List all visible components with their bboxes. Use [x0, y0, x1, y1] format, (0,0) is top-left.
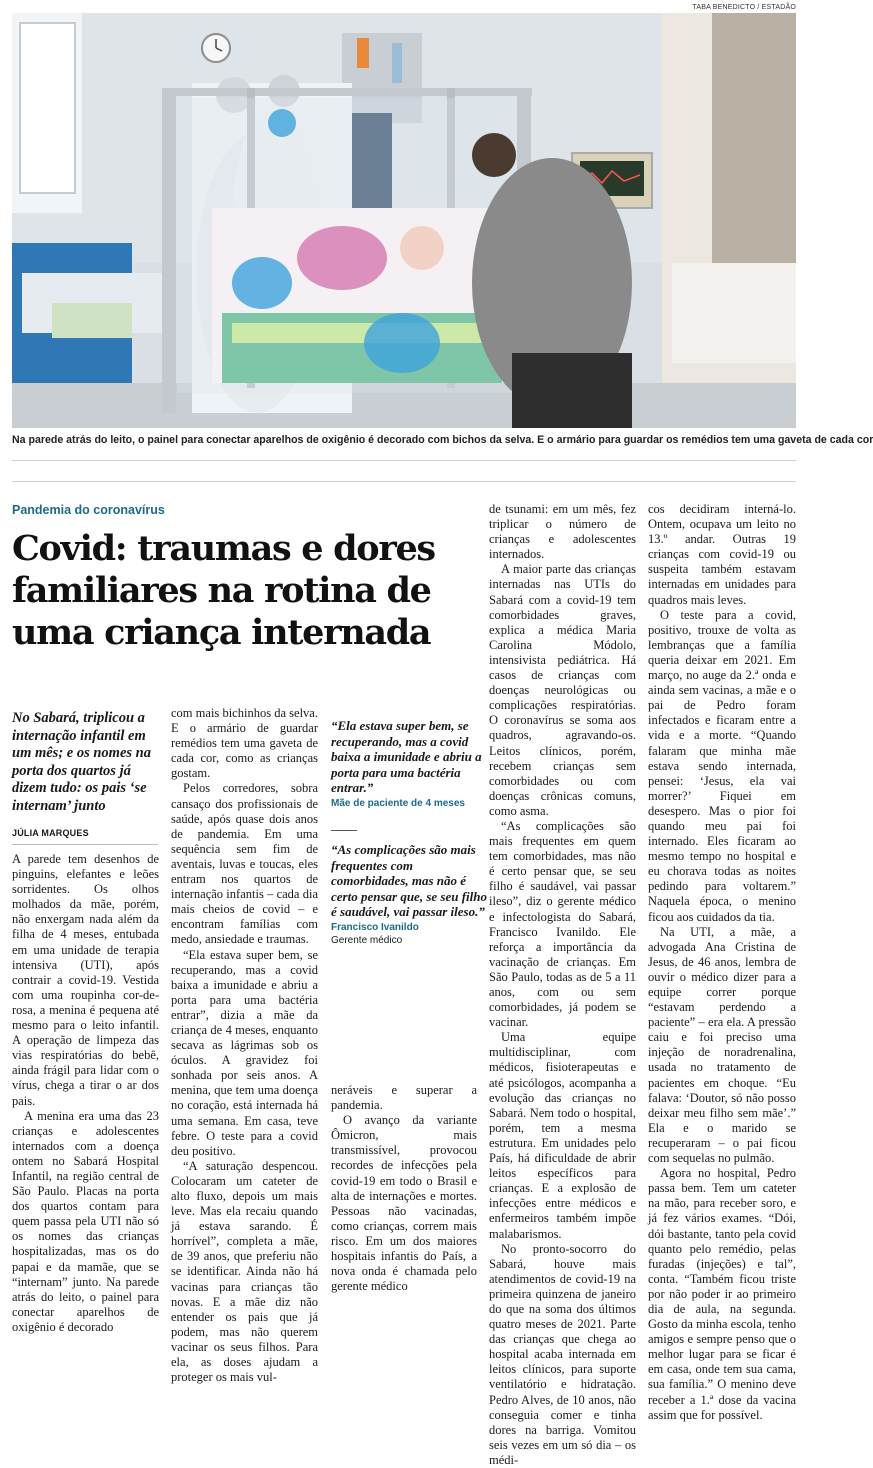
paragraph: “A saturação despencou. Colocaram um cateter de alto fluxo, depois um mais leve. Mas ela recaiu quando já estava sarando. É horrível”, completa a mãe, de 39 anos, que preferiu não se identificar. Ainda não há vacinas para crianças tão novas. E a mãe diz não entender os pais que já podem, mas não querem vacinar os seus filhos. Para ela, as doses ajudam a proteger os mais vul- [171, 1158, 318, 1385]
paragraph: A menina era uma das 23 crianças e adolescentes internados com a doença ontem no Sabará Hospital Infantil, na região central de São Paulo. Placas na porta dos quartos contam para quem passa pela UTI não só os nomes das crianças hospitalizadas, mas os do papai e da mamãe, que se “internam” junto. Na parede atrás do leito, o painel para conectar aparelhos de oxigênio é decorado [12, 1108, 159, 1334]
byline: JÚLIA MARQUES [12, 828, 89, 838]
paragraph: Uma equipe multidisciplinar, com médicos, fisioterapeutas e até psicólogos, acompanha a evolução das crianças no Sabará. Nem todo o hospital, porém, tem a mesma estrutura. Em unidades pelo País, há dificuldade de abrir leitos específicos para crianças. E a explosão de infecções entre médicos e enfermeiros também impõe malabarismos. [489, 1030, 636, 1241]
pull-quote-2 [331, 842, 491, 947]
paragraph: cos decidiram interná-lo. Ontem, ocupava um leito no 13.º andar. Outras 19 crianças com covid-19 ou suspeita também estavam internadas em unidades para quadros mais leves. [648, 502, 796, 607]
paragraph: O avanço da variante Ômicron, mais transmissível, provocou recordes de infecções pela covid-19 em todo o Brasil e alta de internações e mortes. Pessoas não vacinadas, como crianças, correm mais risco. Em um dos maiores hospitais infantis do País, a nova onda é chamada pelo gerente médico [331, 1113, 477, 1294]
article-column-2 [171, 706, 318, 1385]
photo-caption: Na parede atrás do leito, o painel para conectar aparelhos de oxigênio é decorado com bichos da selva. E o armário para guardar os remédios tem uma gaveta de cada cor [12, 434, 873, 446]
article-column-5 [648, 502, 796, 1422]
pull-quote-text: “Ela estava super bem, se recuperando, mas a covid baixa a imunidade e abriu a porta para uma bactéria entrar.” [331, 718, 482, 795]
article-column-4 [489, 502, 636, 1467]
caption-divider [12, 460, 796, 461]
headline: Covid: traumas e dores familiares na rotina de uma criança internada [12, 528, 435, 653]
paragraph: No pronto-socorro do Sabará, houve mais atendimentos de covid-19 na primeira quinzena de janeiro do que na soma dos últimos quatro meses de 2021. Parte das crianças que chega ao hospital acaba internada em leitos clínicos, para suporte ventilatório e hidratação. Pedro Alves, de 10 anos, não conseguia comer e tinha dores na barriga. Vomitou seis vezes em um só dia – os médi- [489, 1241, 636, 1467]
article-column-3 [331, 1083, 477, 1294]
pull-quote-role: Gerente médico [331, 934, 403, 946]
section-kicker: Pandemia do coronavírus [12, 503, 165, 517]
paragraph: A parede tem desenhos de pinguins, elefantes e leões sorridentes. Os olhos molhados da mãe, porém, não enxergam nada além da filha de 4 meses, entubada em uma unidade de terapia intensiva (UTI), após contrair a covid-19. Vestida com uma roupinha cor-de-rosa, a menina é pequena até mesmo para o leito infantil. A operação de limpeza das vias respiratórias do bebê, ainda frágil para lidar com o vírus, chega a tirar o ar dos pais. [12, 852, 159, 1108]
paragraph: de tsunami: em um mês, fez triplicar o número de crianças e adolescentes internados. [489, 502, 636, 562]
paragraph: “As complicações são mais frequentes em quem tem comorbidades, mas não é certo pensar que, se seu filho é saudável, vai passar ileso”, diz o gerente médico e infectologista do Sabará, Francisco Ivanildo. Ele reforça a importância da vacinação de crianças. Em São Paulo, todas as de 5 a 11 anos, com ou sem comorbidades, já podem se vacinar. [489, 818, 636, 1030]
paragraph: com mais bichinhos da selva. E o armário de guardar remédios tem uma gaveta de cada cor, como as crianças gostam. [171, 706, 318, 781]
byline-divider [12, 844, 158, 845]
hospital-room-illustration [12, 13, 796, 428]
pull-quote-divider [331, 830, 357, 831]
paragraph: neráveis e superar a pandemia. [331, 1083, 477, 1113]
paragraph: Pelos corredores, sobra cansaço dos profissionais de saúde, após quase dois anos de pandemia. Em uma sequência sem fim de aventais, luvas e toucas, eles entram nos quartos de internação infantis – cada dia mais cheios de covid – e encontram famílias com medo, ansiedade e traumas. [171, 781, 318, 947]
paragraph: Agora no hospital, Pedro passa bem. Tem um cateter na mão, para receber soro, e já fez vários exames. “Dói, dói bastante, tanto pela covid quanto pelo remédio, pelas furadas (injeções) e tal”, conta. “Também ficou triste por não poder ir ao primeiro dia de aula, na segunda. Gosto da minha escola, tenho amigos e sempre penso que o melhor lugar para se ficar é em casa, onde tem sua cama, sua família.” O menino deve receber a 1.ª dose da vacina assim que for possível. [648, 1166, 796, 1422]
paragraph: “Ela estava super bem, se recuperando, mas a covid baixa a imunidade e abriu a porta para uma bactéria entrar”, dizia a mãe da criança de 4 meses, enquanto secava as lágrimas sob os óculos. A gravidez foi sonhada por seis anos. A menina, que tem uma doença no coração, está internada há uma semana. Em casa, teve febre. O teste para a covid deu positivo. [171, 947, 318, 1158]
paragraph: O teste para a covid, positivo, trouxe de volta as lembranças que a família queria deixar em 2021. Em março, no auge da 2.ª onda e ainda sem vacinas, a mãe e o pai de Pedro foram infectados e ficaram entre a vida e a morte. “Quando falaram que minha mãe estava sendo internada, pensei: ‘Jesus, ela vai morrer?’ Fiquei em desespero. Mas o pior foi quando meu pai foi internado. Eles ficaram ao mesmo tempo no hospital e eu chorava todas as noites pedindo para voltarem.” Naquela época, o menino ficou aos cuidados da tia. [648, 607, 796, 924]
article-column-1 [12, 852, 159, 1334]
paragraph: A maior parte das crianças internadas nas UTIs do Sabará com a covid-19 tem comorbidades graves, explica a médica Maria Carolina Módolo, intensivista pediátrica. Há casos de crianças com doenças neurológicas ou complicações respiratórias. O coronavírus se soma aos quadros, agravando-os. Leitos clínicos, porém, recebem crianças sem comorbidades ou com doenças crônicas comuns, como asma. [489, 562, 636, 818]
pull-quote-attribution: Mãe de paciente de 4 meses [331, 797, 465, 809]
article-summary: No Sabará, triplicou a internação infantil em um mês; e os nomes na porta dos quartos já dizem tudo: os pais ‘se internam’ junto [12, 710, 151, 814]
article-photo [12, 13, 796, 428]
photo-credit: TABA BENEDICTO / ESTADÃO [692, 4, 796, 11]
pull-quote-attribution: Francisco Ivanildo [331, 921, 419, 933]
paragraph: Na UTI, a mãe, a advogada Ana Cristina de Jesus, de 46 anos, lembra de ouvir o médico dizer para a equipe correr porque “estavam perdendo a paciente” – era ela. A pressão caiu e foi preciso uma injeção de noradrenalina, usada no tratamento de pacientes em choque. “Eu falava: ‘Doutor, só não posso deixar meu filho sem mãe’.” Ela e o marido se recuperaram – o pai ficou com sequelas no pulmão. [648, 924, 796, 1166]
pull-quote-text: “As complicações são mais frequentes com comorbidades, mas não é certo pensar que, se seu filho é saudável, vai passar ileso.” [331, 842, 487, 919]
pull-quote-1 [331, 718, 491, 810]
section-divider [12, 481, 796, 482]
